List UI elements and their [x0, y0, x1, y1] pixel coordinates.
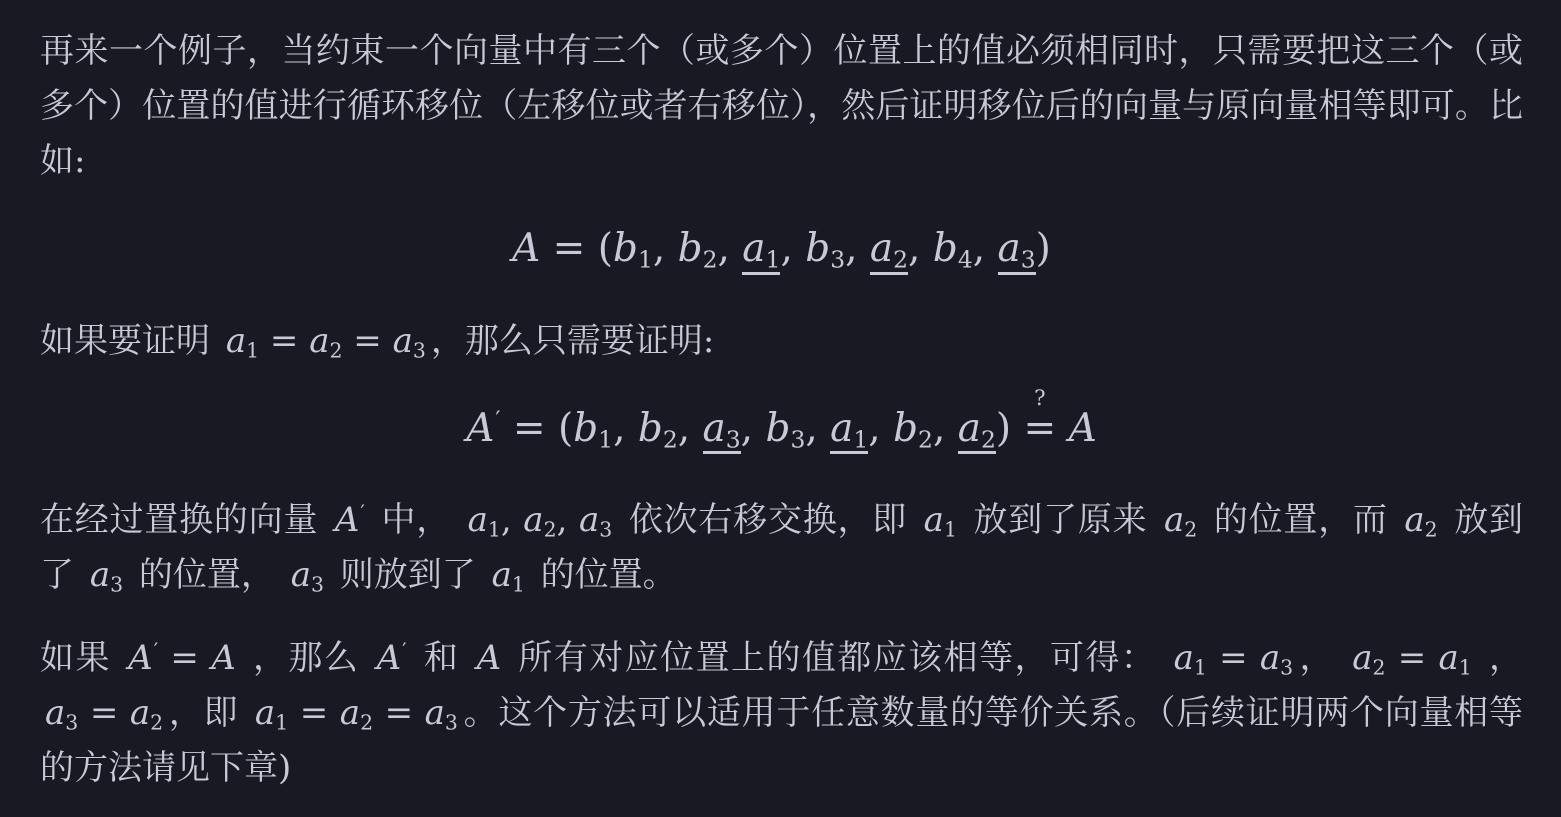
formula-vector-a-prime [40, 386, 1523, 456]
math-token: A [211, 638, 236, 679]
math-token: = [78, 693, 130, 734]
text-run: 的位置，而 [1202, 500, 1400, 541]
math-token: , [908, 226, 933, 271]
formula-vector-a [40, 223, 1523, 276]
math-token: $b_2$ [637, 405, 678, 454]
math-token: A′ [376, 638, 407, 679]
text-run: 则放到了 [328, 555, 487, 596]
math-token: = [259, 320, 310, 361]
text-run: 中， [369, 500, 463, 541]
math-token: $a_3$ [392, 320, 426, 363]
math-token: A [1068, 405, 1097, 451]
math-token: $a_2$ [129, 693, 164, 735]
text-run: ，那么只需要证明: [430, 320, 715, 361]
math-token: = [158, 638, 212, 679]
text-run: 。这个方法可以适用于任意数量的等价关系。（后续证明两个向量相等的方法请见下章) [40, 693, 1523, 789]
math-token: $a_3$ [578, 500, 613, 542]
underlined-term: $a_1$ [830, 405, 869, 454]
text-run: 依次右移交换，即 [617, 500, 919, 541]
math-token: , [805, 405, 831, 451]
math-token: $a_1$ [1173, 638, 1207, 680]
inline-math [90, 555, 123, 595]
math-token: $a_1$ [254, 693, 289, 735]
math-token: , [677, 405, 703, 451]
math-token: , [868, 405, 894, 451]
math-token: $a_3$ [1259, 638, 1294, 680]
math-token: $a_3$ [45, 693, 79, 735]
text-run: 如果 [40, 638, 124, 679]
math-token: , [972, 226, 998, 271]
math-token: $a_2$ [309, 320, 343, 363]
inline-math [1404, 500, 1437, 540]
math-token: , [556, 500, 579, 541]
inline-math [226, 321, 426, 361]
underlined-term: $a_2$ [869, 226, 909, 274]
paragraph-conclusion [40, 631, 1523, 796]
inline-math [1174, 638, 1294, 678]
paragraph-permutation-explanation [40, 493, 1523, 603]
math-token: A [512, 226, 541, 271]
underlined-term: $a_2$ [957, 405, 996, 454]
math-token: $a_1$ [1438, 638, 1472, 680]
math-token: $b_4$ [932, 226, 973, 274]
math-token: A′ [128, 638, 159, 679]
math-token: ) [1035, 226, 1051, 271]
math-token: $a_1$ [491, 555, 525, 597]
underlined-term: $a_3$ [702, 405, 741, 454]
math-token: = [1385, 638, 1439, 679]
math-token: $a_3$ [290, 555, 324, 597]
math-token [1056, 406, 1068, 451]
math-token: $a_3$ [424, 693, 458, 735]
math-token: , [845, 226, 870, 271]
math-token: $b_1$ [612, 226, 653, 274]
math-token: $a_3$ [89, 555, 124, 597]
math-token: $a_1$ [467, 500, 501, 542]
math-token: = [342, 320, 393, 361]
inline-math [335, 500, 365, 540]
math-token: , [740, 405, 766, 451]
inline-math [477, 638, 502, 678]
math-token: , [500, 500, 524, 541]
math-token: $a_2$ [523, 500, 557, 542]
math-token: $b_3$ [765, 405, 806, 454]
math-token: , [652, 226, 678, 271]
math-token: , [932, 405, 958, 451]
inline-math [377, 638, 407, 678]
math-token: $b_3$ [805, 226, 846, 274]
text-run: 的位置。 [529, 555, 677, 596]
inline-math [468, 500, 613, 540]
math-token: = ( [500, 405, 574, 451]
math-token: $a_2$ [1352, 638, 1386, 680]
inline-math [45, 693, 163, 733]
math-token: $a_2$ [339, 693, 374, 735]
math-token: A′ [334, 500, 365, 541]
math-token: A [476, 638, 502, 679]
math-token: $a_2$ [1404, 500, 1438, 542]
text-run: 在经过置换的向量 [40, 500, 330, 541]
math-token: A′ [466, 405, 501, 451]
text-run: 的位置， [128, 555, 286, 596]
text-run: 放到了原来 [961, 500, 1159, 541]
question-mark-over-equals: ? [1034, 386, 1046, 412]
math-token: , [780, 226, 806, 271]
text-run: 和 [411, 638, 472, 679]
inline-math [128, 638, 236, 678]
math-token: = ( [540, 226, 613, 271]
math-token: $a_2$ [1164, 500, 1198, 542]
underlined-term: $a_3$ [997, 226, 1036, 274]
inline-math [291, 555, 324, 595]
text-run: 再来一个例子，当约束一个向量中有三个（或多个）位置上的值必须相同时，只需要把这三个（或多个）位置的值进行循环移位（左移位或者右移位），然后证明移位后的向量与原向量相等即可。比如: [40, 31, 1523, 181]
questioned-equals: = ? [1023, 386, 1057, 451]
math-token: , [717, 226, 743, 271]
inline-math [924, 500, 957, 540]
text-run: ，那么 [240, 638, 372, 679]
inline-math [1352, 638, 1472, 678]
math-token: = [288, 693, 340, 734]
math-token: $b_1$ [573, 405, 614, 454]
text-run: ，即 [168, 693, 250, 734]
underlined-term: $a_1$ [742, 226, 781, 274]
text-run: 如果要证明 [40, 320, 221, 361]
inline-math [1164, 500, 1197, 540]
math-token: ) [995, 405, 1024, 451]
inline-math [255, 693, 458, 733]
math-token: $b_2$ [893, 405, 933, 454]
text-run: 所有对应位置上的值都应该相等，可得： [506, 638, 1169, 679]
text-run: ， [1298, 638, 1348, 679]
paragraph-intro [40, 24, 1523, 189]
text-run: ， [1476, 638, 1524, 679]
inline-math [492, 555, 525, 595]
text-run: 放到了 [40, 500, 1523, 596]
math-token: $a_1$ [923, 500, 957, 542]
math-token: = [373, 693, 425, 734]
math-token: $a_1$ [225, 320, 260, 363]
math-token: , [613, 405, 638, 451]
math-token: $b_2$ [677, 226, 718, 274]
math-token: = [1206, 638, 1260, 679]
paragraph-goal [40, 314, 1523, 369]
